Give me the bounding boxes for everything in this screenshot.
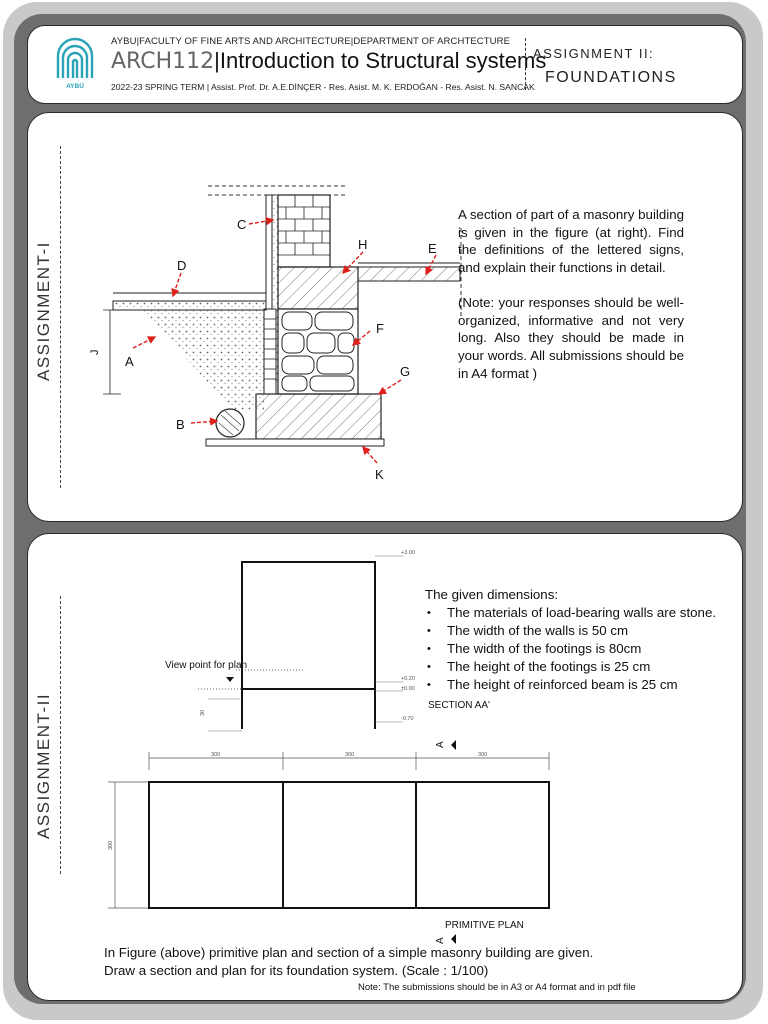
plan-dim-2: 300	[345, 752, 355, 758]
label-b: B	[176, 417, 185, 432]
logo-text: AYBÜ	[66, 83, 84, 90]
label-g: G	[400, 364, 411, 379]
plan-dim-1: 300	[211, 752, 221, 758]
assignment-1-panel	[27, 112, 743, 522]
dims-item: • The materials of load-bearing walls are stone.	[447, 604, 745, 622]
label-h: H	[358, 237, 368, 252]
dims-item: • The height of the footings is 25 cm	[447, 658, 745, 676]
label-a: A	[125, 354, 134, 369]
assignment-2-side-label: ASSIGNMENT-II	[34, 692, 53, 839]
dims-item: • The height of reinforced beam is 25 cm	[447, 676, 745, 694]
label-k: K	[375, 467, 384, 482]
elevation-ground: ±0.00	[401, 686, 415, 692]
assignment-2-panel	[27, 533, 743, 1001]
section-aa-label: SECTION AA'	[428, 700, 490, 711]
section-marker-top-letter: A	[435, 741, 446, 748]
plan-dim-3: 300	[478, 752, 488, 758]
label-c: C	[237, 217, 247, 232]
institution-line: AYBU|FACULTY OF FINE ARTS AND ARCHITECTURE|DEPARTMENT OF ARCHTECTURE	[111, 36, 511, 47]
side-rule	[60, 146, 61, 488]
label-e: E	[428, 241, 437, 256]
section-marker-top-arrow-icon	[451, 740, 456, 750]
label-j: J	[89, 349, 101, 355]
instruction-line-1: In Figure (above) primitive plan and section of a simple masonry building are given.	[104, 945, 594, 960]
masonry-section-figure	[73, 183, 438, 482]
instruction-line-2: Draw a section and plan for its foundation system. (Scale : 1/100)	[104, 963, 489, 978]
label-f: F	[376, 321, 384, 336]
term-staff-line: 2022-23 SPRING TERM | Assist. Prof. Dr. A.E.DİNÇER - Res. Asist. M. K. ERDOĞAN - Res. Asist. N. SANCAK	[111, 82, 535, 92]
header-divider	[525, 38, 526, 90]
submission-note: Note: The submissions should be in A3 or A4 format and in pdf file	[358, 982, 636, 993]
university-logo-icon	[54, 38, 96, 90]
assignment-1-side-label: ASSIGNMENT-I	[34, 241, 53, 381]
dims-item: • The width of the footings is 80cm	[447, 640, 745, 658]
assignment-topic: FOUNDATIONS	[545, 69, 677, 86]
elevation-foundation: -0.70	[401, 716, 414, 722]
given-dimensions-block	[425, 586, 745, 694]
dims-list	[425, 604, 745, 694]
course-code: ARCH112	[111, 49, 215, 74]
section-marker-bottom-letter: A	[435, 937, 446, 944]
course-separator: |	[214, 48, 220, 73]
assignment-1-question	[458, 206, 684, 382]
dims-heading: The given dimensions:	[425, 587, 559, 602]
dims-item: • The width of the walls is 50 cm	[447, 622, 745, 640]
instruction-block	[104, 944, 593, 980]
elevation-plinth: +0.20	[401, 676, 415, 682]
view-point-label: View point for plan	[165, 660, 248, 671]
assignment-label: ASSIGNMENT II:	[533, 46, 655, 61]
elevation-top: +3.00	[401, 550, 415, 556]
header-panel	[27, 25, 743, 104]
question-paragraph-2: (Note: your responses should be well-organized, informative and not very long. Also they should be made in your words. All submissions should be in A4 format )	[458, 294, 684, 381]
question-paragraph-1: A section of part of a masonry building is given in the figure (at right). Find the definitions of the lettered signs, and explain their functions in detail.	[458, 207, 684, 276]
label-d: D	[177, 258, 187, 273]
plan-depth-dim: 300	[108, 840, 114, 850]
primitive-plan-label: PRIMITIVE PLAN	[445, 920, 524, 931]
course-title: Introduction to Structural systems	[219, 48, 547, 73]
section-marker-bottom-arrow-icon	[451, 934, 456, 944]
course-title-line	[111, 48, 546, 74]
dim-30: 30	[200, 709, 206, 716]
side-rule	[60, 596, 61, 874]
view-point-marker-icon	[226, 677, 234, 682]
